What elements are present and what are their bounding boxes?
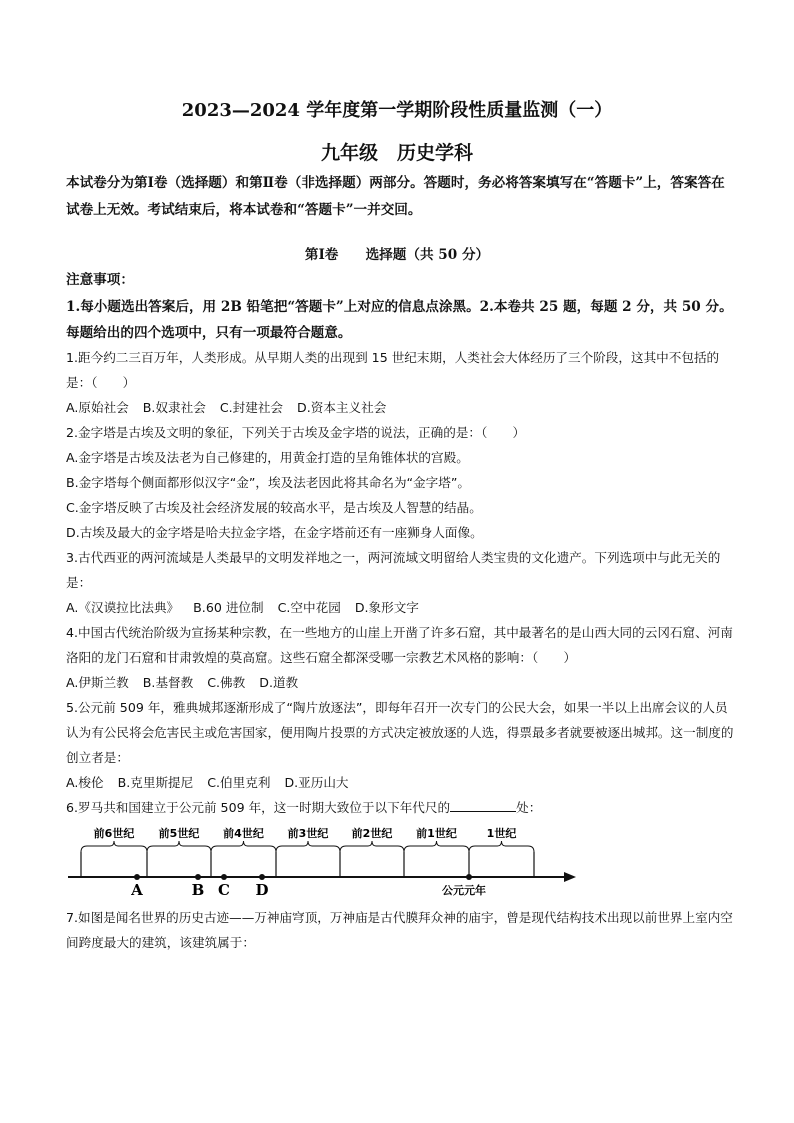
timeline-point-dot [134, 874, 140, 880]
option-a: A.梭伦 [66, 775, 104, 790]
timeline-point-dot [259, 874, 265, 880]
timeline-point-dot [221, 874, 227, 880]
option-d: D.古埃及最大的金字塔是哈夫拉金字塔，在金字塔前还有一座狮身人面像。 [66, 525, 483, 540]
question-stem: 2.金字塔是古埃及文明的象征，下列关于古埃及金字塔的说法，正确的是：（ ） [66, 425, 526, 440]
timeline-century-label: 1世纪 [486, 827, 517, 840]
option-b: B.金字塔每个侧面都形似汉字“金”，埃及法老因此将其命名为“金字塔”。 [66, 475, 470, 490]
timeline-century-label: 前1世纪 [416, 827, 457, 840]
question-6 [66, 795, 734, 820]
section-title: 第Ⅰ卷 选择题（共 50 分） [304, 247, 490, 263]
timeline-century-label: 前5世纪 [158, 827, 200, 840]
timeline-point-dot [195, 874, 201, 880]
answer-blank [450, 799, 516, 812]
timeline-point-label: B [191, 881, 205, 898]
question-4 [66, 620, 734, 695]
exam-title: 2023—2024 学年度第一学期阶段性质量监测（一） [181, 100, 613, 121]
timeline-origin-dot [466, 874, 472, 880]
timeline-arrow [564, 872, 576, 882]
question-options [66, 670, 734, 695]
question-7 [66, 905, 734, 955]
question-stem: 7.如图是闻名世界的历史古迹——万神庙穹顶，万神庙是古代膜拜众神的庙宇，曾是现代结构技术出现以前世界上室内空间跨度最大的建筑，该建筑属于： [66, 910, 733, 950]
notice-text: 1.每小题选出答案后，用 2B 铅笔把“答题卡”上对应的信息点涂黑。2.本卷共 25 题，每题 2 分，共 50 分。每题给出的四个选项中，只有一项最符合题意。 [66, 299, 733, 341]
option-c: C.伯里克利 [207, 775, 271, 790]
timeline-brace [211, 841, 276, 852]
exam-subtitle: 九年级 历史学科 [320, 142, 473, 164]
option-b: B.基督教 [142, 675, 194, 690]
option-d: D.亚历山大 [284, 775, 349, 790]
question-stem: 4.中国古代统治阶级为宣扬某种宗教，在一些地方的山崖上开凿了许多石窟，其中最著名的是山西大同的云冈石窟、河南洛阳的龙门石窟和甘肃敦煌的莫高窟。这些石窟全都深受哪一宗教艺术风格的影响：（ ） [66, 625, 733, 665]
timeline-century-label: 前3世纪 [287, 827, 329, 840]
option-b: B.克里斯提尼 [117, 775, 194, 790]
timeline-brace [81, 841, 147, 852]
question-stem: 5.公元前 509 年，雅典城邦逐渐形成了“陶片放逐法”，即每年召开一次专门的公民大会，如果一半以上出席会议的人员认为有公民将会危害民主或危害国家，便用陶片投票的方式决定被放逐的人选，得票最多者就要被逐出城邦。这一制度的创立者是： [66, 700, 734, 765]
exam-instructions: 本试卷分为第Ⅰ卷（选择题）和第Ⅱ卷（非选择题）两部分。答题时，务必将答案填写在“答题卡”上，答案答在试卷上无效。考试结束后，将本试卷和“答题卡”一并交回。 [66, 175, 725, 218]
option-a: A.伊斯兰教 [66, 675, 129, 690]
option-c: C.空中花园 [277, 600, 341, 615]
option-d: D.资本主义社会 [297, 400, 387, 415]
timeline-origin-label: 公元元年 [442, 884, 486, 897]
timeline-brace [147, 841, 211, 852]
timeline-century-labels [94, 826, 517, 840]
question-options [66, 770, 734, 795]
timeline-brace [340, 841, 404, 852]
question-5 [66, 695, 734, 795]
question-1 [66, 345, 734, 420]
option-d: D.道教 [259, 675, 299, 690]
question-options [66, 595, 734, 620]
question-options [66, 395, 734, 420]
option-a: A.原始社会 [66, 400, 129, 415]
timeline-century-label: 前6世纪 [93, 827, 135, 840]
timeline-century-label: 前4世纪 [223, 827, 264, 840]
timeline-century-braces [81, 841, 534, 852]
timeline-point-label: A [131, 881, 143, 898]
question-2 [66, 420, 734, 545]
question-stem-after: 处： [516, 800, 542, 815]
option-a: A.《汉谟拉比法典》 [66, 600, 180, 615]
option-b: B.奴隶社会 [142, 400, 206, 415]
timeline-figure [66, 822, 576, 898]
notice-heading: 注意事项： [66, 272, 134, 288]
option-b: B.60 进位制 [193, 600, 264, 615]
timeline-point-label: C [218, 881, 230, 898]
timeline-brace [404, 841, 469, 852]
timeline-brace [276, 841, 340, 852]
timeline-ticks [81, 852, 534, 877]
question-stem: 1.距今约二三百万年，人类形成。从早期人类的出现到 15 世纪末期，人类社会大体经历了三个阶段，这其中不包括的是：（ ） [66, 350, 720, 390]
question-stem-before: 6.罗马共和国建立于公元前 509 年，这一时期大致位于以下年代尺的 [66, 800, 451, 815]
option-c: C.封建社会 [219, 400, 284, 415]
question-stem: 3.古代西亚的两河流域是人类最早的文明发祥地之一，两河流域文明留给人类宝贵的文化遗产。下列选项中与此无关的是： [66, 550, 721, 590]
option-d: D.象形文字 [354, 600, 419, 615]
timeline-brace [469, 841, 534, 852]
timeline-point-label: D [255, 881, 269, 898]
option-c: C.佛教 [207, 675, 246, 690]
question-3 [66, 545, 734, 620]
option-a: A.金字塔是古埃及法老为自己修建的，用黄金打造的呈角锥体状的宫殿。 [66, 450, 469, 465]
option-c: C.金字塔反映了古埃及社会经济发展的较高水平，是古埃及人智慧的结晶。 [66, 500, 482, 515]
timeline-century-label: 前2世纪 [351, 827, 393, 840]
